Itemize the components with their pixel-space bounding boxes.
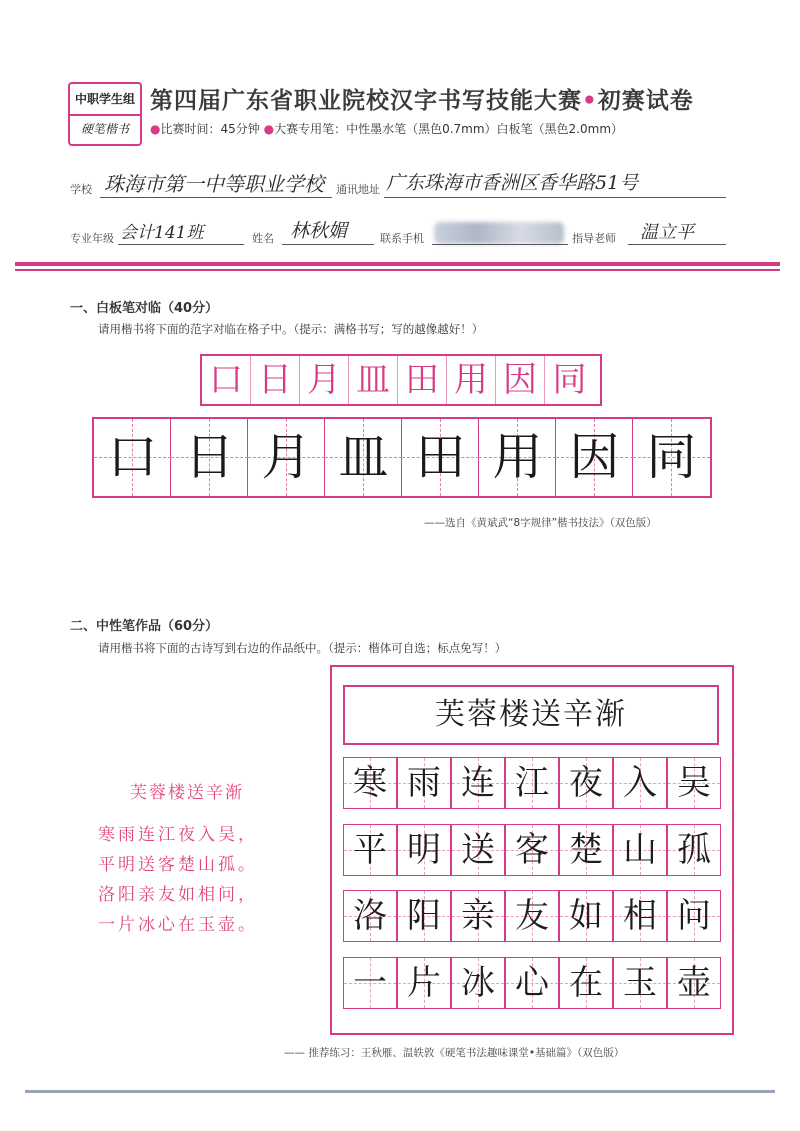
contest-info [150,120,623,137]
bullet-icon: ● [263,122,275,136]
section1-heading: 一、白板笔对临（40分） [70,301,219,316]
written-char: 皿 [338,428,389,486]
phone-label: 联系手机 [380,232,424,245]
practice-cell[interactable] [402,419,479,496]
writing-cell[interactable] [559,757,613,809]
written-char: 客 [515,830,549,870]
writing-cell[interactable] [667,890,721,942]
bullet-icon: ● [150,122,161,136]
written-char: 江 [515,763,549,803]
written-char: 夜 [569,763,603,803]
name-label: 姓名 [252,232,274,245]
writing-cell[interactable] [397,757,451,809]
written-char: 田 [415,428,466,486]
written-char: 山 [623,830,657,870]
practice-cell[interactable] [94,419,171,496]
section1-instruction: 请用楷书将下面的范字对临在格子中。（提示：满格书写；写的越像越好！） [98,322,484,336]
major-value[interactable]: 会计141班 [120,223,204,243]
practice-cell[interactable] [248,419,325,496]
section2-instruction: 请用楷书将下面的古诗写到右边的作品纸中。（提示：楷体可自选；标点免写！） [98,641,507,655]
written-char: 连 [461,763,495,803]
address-label: 通讯地址 [336,183,380,196]
title-separator: • [582,88,598,114]
writing-cell[interactable] [505,824,559,876]
practice-cell[interactable] [479,419,556,496]
poem-line: 寒雨连江夜入吴， [98,825,258,845]
school-value[interactable]: 珠海市第一中等职业学校 [104,172,324,196]
writing-cell[interactable] [451,824,505,876]
written-char: 在 [569,963,603,1003]
writing-cell[interactable] [343,890,397,942]
writing-cell[interactable] [667,824,721,876]
section2-heading: 二、中性笔作品（60分） [70,619,219,634]
writing-cell[interactable] [613,957,667,1009]
title-main: 第四届广东省职业院校汉字书写技能大赛 [150,88,582,114]
badge-group: 中职学生组 [70,84,140,116]
major-underline [118,244,244,245]
practice-grid [92,417,712,498]
phone-underline [432,244,568,245]
written-char: 洛 [353,896,387,936]
written-char: 寒 [353,763,387,803]
section1-source: ——选自《黄斌武“8字规律”楷书技法》（双色版） [424,517,657,529]
writing-cell[interactable] [397,824,451,876]
model-char: 田 [398,356,447,404]
writing-cell[interactable] [397,957,451,1009]
written-char: 月 [261,428,312,486]
model-chars-strip [200,354,602,406]
practice-cell[interactable] [171,419,248,496]
written-char: 平 [353,830,387,870]
written-char: 冰 [461,963,495,1003]
address-underline [384,197,726,198]
written-char: 心 [515,963,549,1003]
recommend-note: —— 推荐练习：王秋雁、温轶敦《硬笔书法趣味课堂•基础篇》（双色版） [284,1047,625,1059]
writing-cell[interactable] [559,824,613,876]
divider-bottom [25,1090,775,1093]
teacher-label: 指导老师 [572,232,616,245]
written-char: 送 [461,830,495,870]
title-tail: 初赛试卷 [597,88,694,114]
poem-line: 洛阳亲友如相问， [98,885,258,905]
written-char: 亲 [461,896,495,936]
model-char: 口 [202,356,251,404]
written-char: 阳 [407,896,441,936]
teacher-value[interactable]: 温立平 [640,222,694,243]
writing-cell[interactable] [343,824,397,876]
written-char: 孤 [677,830,711,870]
written-char: 玉 [623,963,657,1003]
written-char: 因 [569,428,620,486]
writing-cell[interactable] [505,757,559,809]
written-char: 片 [407,963,441,1003]
model-char: 因 [496,356,545,404]
writing-cell[interactable] [451,757,505,809]
writing-cell[interactable] [505,957,559,1009]
writing-cell[interactable] [451,890,505,942]
poem-line: 一片冰心在玉壶。 [98,915,258,935]
poem-title: 芙蓉楼送辛渐 [130,783,244,803]
school-underline [100,197,332,198]
writing-cell[interactable] [343,757,397,809]
writing-cell[interactable] [667,757,721,809]
model-char: 同 [552,360,587,400]
contest-time: 比赛时间：45分钟 [160,122,260,136]
writing-cell[interactable] [559,957,613,1009]
page-title [150,82,694,115]
written-char: 壶 [677,963,711,1003]
written-char: 楚 [569,830,603,870]
school-label: 学校 [70,183,92,196]
name-underline [282,244,374,245]
model-char: 用 [447,356,496,404]
writing-cell[interactable] [397,890,451,942]
written-char: 吴 [677,763,711,803]
badge-script: 硬笔楷书 [80,122,129,136]
address-value[interactable]: 广东珠海市香洲区香华路51号 [386,172,639,194]
divider-top-thin [15,269,780,271]
written-char: 雨 [407,763,441,803]
writing-cell[interactable] [343,957,397,1009]
practice-cell[interactable] [633,419,710,496]
written-char: 友 [515,896,549,936]
written-char: 入 [623,763,657,803]
divider-top [15,262,780,266]
poem-line: 平明送客楚山孤。 [98,855,258,875]
writing-cell[interactable] [559,890,613,942]
name-value[interactable]: 林秋媚 [290,220,348,242]
practice-cell[interactable] [325,419,402,496]
written-char: 口 [107,428,158,486]
writing-cell[interactable] [451,957,505,1009]
writing-cell[interactable] [613,890,667,942]
writing-cell[interactable] [613,824,667,876]
contest-pens: 大赛专用笔：中性墨水笔（黑色0.7mm）白板笔（黑色2.0mm） [274,122,624,136]
written-char: 用 [492,428,543,486]
model-char: 月 [300,356,349,404]
writing-cell[interactable] [667,957,721,1009]
written-char: 日 [184,428,235,486]
written-char: 一 [353,963,387,1003]
writing-cell[interactable] [613,757,667,809]
written-char: 如 [569,896,603,936]
written-char: 同 [646,428,697,486]
phone-redacted [434,222,564,244]
major-label: 专业年级 [70,232,114,245]
model-char: 日 [251,356,300,404]
sheet-title: 芙蓉楼送辛渐 [343,685,719,745]
written-char: 问 [677,896,711,936]
model-char: 皿 [349,356,398,404]
written-char: 明 [407,830,441,870]
practice-cell[interactable] [556,419,633,496]
teacher-underline [628,244,726,245]
written-char: 相 [623,896,657,936]
writing-cell[interactable] [505,890,559,942]
category-badge [68,82,142,146]
